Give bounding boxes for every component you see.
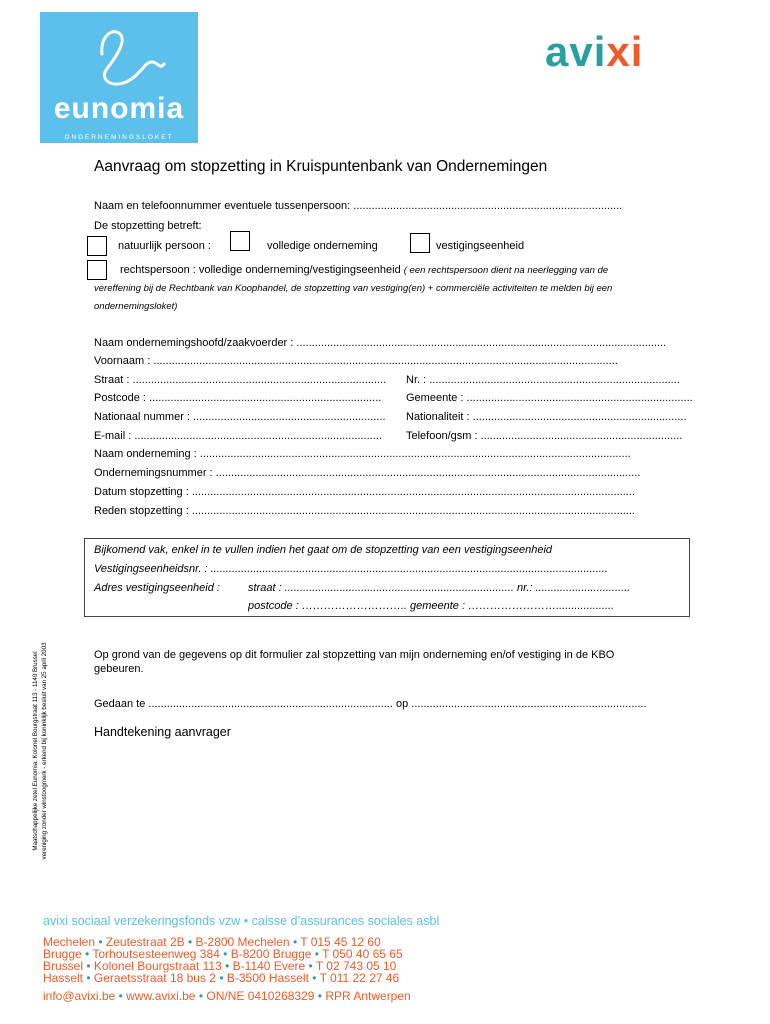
field-national-number[interactable]: Nationaal nummer : ............................................................... — [94, 411, 386, 423]
field-street[interactable]: Straat : ................................................................................... — [94, 374, 387, 386]
office-postcode: B-1140 Evere — [232, 959, 306, 973]
office-city: Hasselt — [43, 971, 84, 985]
office-postcode: B-8200 Brugge — [230, 947, 312, 961]
done-at-field[interactable]: Gedaan te ................................................................................ op ............................................................................. — [94, 698, 647, 710]
footer-office-brugge: Brugge • Torhoutsesteenweg 384 • B-8200 Brugge • T 050 40 65 65 — [43, 947, 403, 961]
eunomia-name: eunomia — [53, 92, 185, 125]
checkbox-full-company[interactable] — [230, 231, 250, 251]
field-phone[interactable]: Telefoon/gsm : .................................................................. — [406, 430, 683, 442]
field-nationality[interactable]: Nationaliteit : ...................................................................... — [406, 411, 687, 423]
office-city: Brugge — [43, 947, 82, 961]
label-establishment-unit: vestigingseenheid — [436, 240, 525, 252]
eunomia-subtitle: ONDERNEMINGSLOKET — [64, 134, 174, 141]
office-address: Geraetsstraat 18 bus 2 — [93, 971, 216, 985]
office-city: Brussel — [43, 959, 84, 973]
office-phone: T 011 22 27 46 — [319, 971, 400, 985]
side-legal-line-1: Maatschappelijke zetel Eunomia: Kolonel Bourgstraat 113 - 1140 Brussel — [32, 651, 39, 851]
unit-postcode-field[interactable]: postcode : ……………………….. gemeente : ……………………................... — [248, 600, 615, 612]
office-city: Mechelen — [43, 935, 96, 949]
eunomia-logo — [40, 12, 198, 143]
office-phone: T 02 743 05 10 — [315, 959, 397, 973]
footer-office-hasselt: Hasselt • Geraetsstraat 18 bus 2 • B-3500 Hasselt • T 011 22 27 46 — [43, 971, 400, 985]
unit-number-field[interactable]: Vestigingseenheidsnr. : .................................................................................................................................. — [94, 563, 608, 575]
field-stop-date[interactable]: Datum stopzetting : ................................................................................................................................................. — [94, 486, 635, 498]
side-legal-line-2: vereniging zonder winstoogmerk - erkend bij koninklijk besluit van 25 april 2003 — [41, 642, 48, 860]
concerns-label: De stopzetting betreft: — [94, 220, 202, 232]
footer-organization: avixi sociaal verzekeringsfonds vzw • caisse d’assurances sociales asbl — [43, 914, 440, 928]
avixi-logo-part-1: avi — [545, 28, 607, 75]
checkbox-establishment-unit[interactable] — [410, 233, 430, 253]
footer-office-mechelen: Mechelen • Zeutestraat 2B • B-2800 Mechelen • T 015 45 12 60 — [43, 935, 381, 949]
field-stop-reason[interactable]: Reden stopzetting : ................................................................................................................................................. — [94, 505, 635, 517]
office-address: Zeutestraat 2B — [105, 935, 185, 949]
avixi-logo-part-2: xi — [606, 28, 644, 75]
legal-person-line — [120, 264, 608, 276]
office-address: Kolonel Bourgstraat 113 — [93, 959, 222, 973]
unit-address-label: Adres vestigingseenheid : — [94, 582, 220, 594]
footer-vat: ON/NE 0410268329 — [206, 989, 315, 1003]
checkbox-natural-person[interactable] — [87, 236, 107, 256]
field-company-name[interactable]: Naam onderneming : ............................................................................................................................................. — [94, 448, 631, 460]
footer-contact: info@avixi.be • www.avixi.be • ON/NE 0410268329 • RPR Antwerpen — [43, 989, 411, 1003]
field-first-name[interactable]: Voornaam : ........................................................................................................................................................ — [94, 355, 618, 367]
office-postcode: B-2800 Mechelen — [195, 935, 290, 949]
label-natural-person: natuurlijk persoon : — [118, 240, 211, 252]
field-company-number[interactable]: Ondernemingsnummer : ........................................................................................................................................... — [94, 467, 641, 479]
intermediary-field[interactable]: Naam en telefoonnummer eventuele tussenpersoon: ........................................................................................ — [94, 200, 623, 212]
field-postcode[interactable]: Postcode : ............................................................................ — [94, 392, 382, 404]
unit-box-heading: Bijkomend vak, enkel in te vullen indien het gaat om de stopzetting van een vestigingseenheid — [94, 544, 553, 556]
legal-note-line-2: vereffening bij de Rechtbank van Koophandel, de stopzetting van vestiging(en) + commerciële activiteiten te melden bij een — [94, 283, 613, 294]
footer-rpr: RPR Antwerpen — [325, 989, 411, 1003]
footer-office-brussel: Brussel • Kolonel Bourgstraat 113 • B-1140 Evere • T 02 743 05 10 — [43, 959, 397, 973]
field-company-head[interactable]: Naam ondernemingshoofd/zaakvoerder : ......................................................................................................................... — [94, 337, 667, 349]
unit-street-field[interactable]: straat : ........................................................................... nr.: ............................... — [248, 582, 631, 594]
label-legal-person: rechtspersoon : volledige onderneming/vestigingseenheid — [120, 264, 401, 276]
office-phone: T 050 40 65 65 — [322, 947, 403, 961]
office-postcode: B-3500 Hasselt — [226, 971, 309, 985]
office-phone: T 015 45 12 60 — [300, 935, 381, 949]
field-email[interactable]: E-mail : ................................................................................. — [94, 430, 382, 442]
legal-person-note: ( een rechtspersoon dient na neerlegging van de — [403, 265, 609, 276]
footer-website-link[interactable]: www.avixi.be — [126, 989, 196, 1003]
legal-note-line-3: ondernemingsloket) — [94, 301, 178, 312]
declaration-text: Op grond van de gegevens op dit formulier zal stopzetting van mijn onderneming en/of vestiging in de KBO gebeuren. — [94, 649, 615, 675]
field-number[interactable]: Nr. : .................................................................................. — [406, 374, 680, 386]
signature-label: Handtekening aanvrager — [94, 725, 231, 739]
footer-email-link[interactable]: info@avixi.be — [43, 989, 116, 1003]
office-address: Torhoutsesteenweg 384 — [92, 947, 220, 961]
avixi-logo — [545, 28, 643, 76]
label-full-company: volledige onderneming — [267, 240, 378, 252]
checkbox-legal-person[interactable] — [87, 260, 107, 280]
page-title: Aanvraag om stopzetting in Kruispuntenbank van Ondernemingen — [94, 158, 548, 175]
field-municipality[interactable]: Gemeente : .......................................................................... — [406, 392, 693, 404]
